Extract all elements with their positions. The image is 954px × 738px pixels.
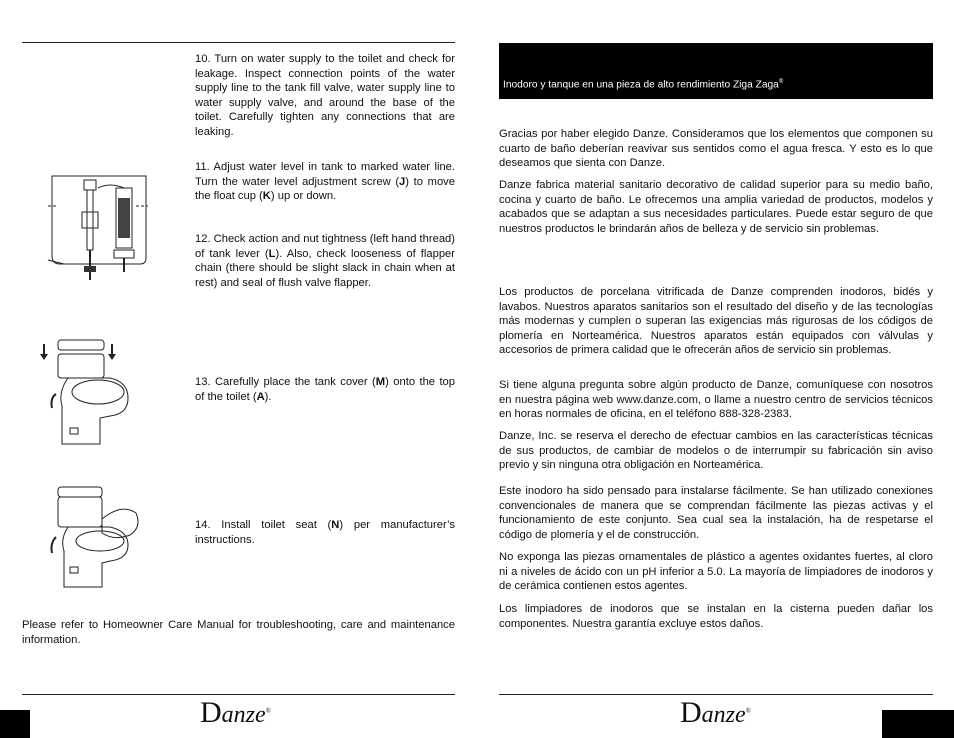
footer-note: Please refer to Homeowner Care Manual for troubleshooting, care and maintenance information. — [22, 619, 455, 646]
paragraph-1: Gracias por haber elegido Danze. Consideramos que los elementos que componen su cuarto de baño deberían reavivar sus sentidos como el agua fresca. Y esto es lo que deseamos que sienta con Danze. — [499, 128, 933, 170]
bottom-rule-right — [499, 694, 933, 695]
banner-subtitle: Inodoro y tanque en una pieza de alto rendimiento Ziga Zaga® — [503, 78, 784, 90]
paragraph-6: Este inodoro ha sido pensado para instalarse fácilmente. Se han utilizado conexiones convencionales de manera que se comprendan fácilmente las piezas activas y el funcionamiento de este conjunto. Sea cual sea la instalación, ha de respetarse el código de plomería y el de construcción. — [499, 485, 933, 541]
danze-logo-left: Danze® — [200, 696, 271, 729]
step-11: 11. Adjust water level in tank to marked water line. Turn the water level adjustment screw (J) to move the float cup (K) up or down. — [195, 161, 455, 203]
bottom-rule-left — [22, 694, 455, 695]
tank-interior-illustration — [44, 168, 154, 290]
paragraph-2: Danze fabrica material sanitario decorativo de calidad superior para su medio baño, cocina y cuarto de baño. Le ofrecemos una amplia variedad de productos, modelos y acabados que se adaptan a sus necesidades particulares. Puede estar seguro de que nuestros productos le brindarán años de belleza y de servicio sin problemas. — [499, 179, 933, 235]
step-13: 13. Carefully place the tank cover (M) onto the top of the toilet (A). — [195, 376, 455, 403]
paragraph-4: Si tiene alguna pregunta sobre algún producto de Danze, comuníquese con nosotros en nuestra página web www.danze.com, o llame a nuestro centro de servicios técnicos en horas normales de oficina, en el teléfono 888-328-2383. — [499, 379, 933, 421]
top-rule-left — [22, 42, 455, 43]
toilet-tank-cover-illustration — [38, 336, 148, 448]
step-10-text: 10. Turn on water supply to the toilet and check for leakage. Inspect connection points of the water supply line to the tank fill valve, water supply line to water supply valve, and around the base of the toilet. Carefully tighten any connections that are leaking. — [195, 53, 455, 138]
danze-logo-right: Danze® — [680, 696, 751, 729]
page-number-tab-right — [882, 710, 954, 738]
title-banner — [499, 43, 933, 99]
paragraph-8: Los limpiadores de inodoros que se instalan en la cisterna pueden dañar los componentes. Nuestra garantía excluye estos daños. — [499, 603, 933, 630]
paragraph-5: Danze, Inc. se reserva el derecho de efectuar cambios en las características técnicas de sus productos, de cambiar de modelos o de interrumpir su fabricación sin aviso previo y sin ninguna otra obligación en Norteamérica. — [499, 430, 933, 472]
page-number-tab-left — [0, 710, 30, 738]
step-14: 14. Install toilet seat (N) per manufacturer’s instructions. — [195, 519, 455, 546]
step-12: 12. Check action and nut tightness (left hand thread) of tank lever (L). Also, check looseness of flapper chain (there should be slight slack in chain when at rest) and seal of flush valve flapper. — [195, 233, 455, 289]
toilet-seat-illustration — [44, 483, 144, 591]
step-10 — [195, 52, 455, 140]
paragraph-7: No exponga las piezas ornamentales de plástico a agentes oxidantes fuertes, al cloro ni a niveles de ácido con un pH inferior a 5.0. La mayoría de limpiadores de inodoros y de cerámica contienen estos agentes. — [499, 551, 933, 593]
paragraph-3: Los productos de porcelana vitrificada de Danze comprenden inodoros, bidés y lavabos. Nuestros aparatos sanitarios son el resultado del diseño y de las tecnologías más modernas y cumplen o superan las exigencias más rigurosas de los códigos de plomería en Norteamérica. Nuestros aparatos están equipados con válvulas y accesorios de primera calidad que le ofrecerán años de servicio sin problemas. — [499, 286, 933, 357]
